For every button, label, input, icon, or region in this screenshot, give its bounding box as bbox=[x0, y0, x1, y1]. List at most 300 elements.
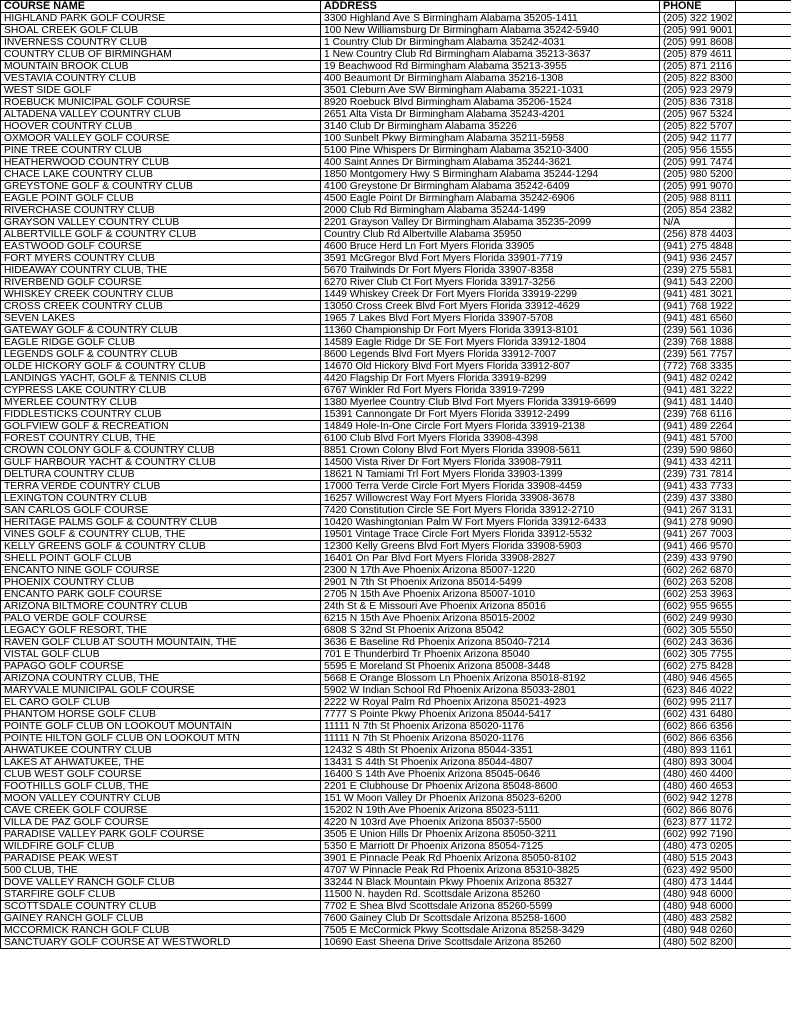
address-cell: 5595 E Moreland St Phoenix Arizona 85008-3448 bbox=[321, 661, 660, 673]
address-cell: 7777 S Pointe Pkwy Phoenix Arizona 85044-5417 bbox=[321, 709, 660, 721]
phone-cell: (205) 836 7318 bbox=[660, 97, 736, 109]
empty-cell bbox=[736, 361, 791, 373]
phone-cell: (480) 893 1161 bbox=[660, 745, 736, 757]
table-row bbox=[1, 169, 791, 181]
course-name-cell: 500 CLUB, THE bbox=[1, 865, 321, 877]
course-name-cell: RIVERCHASE COUNTRY CLUB bbox=[1, 205, 321, 217]
phone-cell: (623) 846 4022 bbox=[660, 685, 736, 697]
address-cell: 6808 S 32nd St Phoenix Arizona 85042 bbox=[321, 625, 660, 637]
address-cell: 18621 N Tamiami Trl Fort Myers Florida 33903-1399 bbox=[321, 469, 660, 481]
table-row bbox=[1, 277, 791, 289]
course-name-cell: EAGLE POINT GOLF CLUB bbox=[1, 193, 321, 205]
phone-cell: (205) 871 2116 bbox=[660, 61, 736, 73]
table-row bbox=[1, 649, 791, 661]
empty-cell bbox=[736, 481, 791, 493]
table-row bbox=[1, 817, 791, 829]
phone-cell: (480) 893 3004 bbox=[660, 757, 736, 769]
empty-cell bbox=[736, 265, 791, 277]
table-row bbox=[1, 109, 791, 121]
course-name-cell: ENCANTO PARK GOLF COURSE bbox=[1, 589, 321, 601]
course-name-cell: GATEWAY GOLF & COUNTRY CLUB bbox=[1, 325, 321, 337]
course-name-cell: CYPRESS LAKE COUNTRY CLUB bbox=[1, 385, 321, 397]
course-name-cell: DELTURA COUNTRY CLUB bbox=[1, 469, 321, 481]
course-name-cell: SHOAL CREEK GOLF CLUB bbox=[1, 25, 321, 37]
address-cell: 701 E Thunderbird Tr Phoenix Arizona 85040 bbox=[321, 649, 660, 661]
table-row bbox=[1, 13, 791, 25]
phone-cell: (941) 489 2264 bbox=[660, 421, 736, 433]
empty-cell bbox=[736, 469, 791, 481]
empty-cell bbox=[736, 445, 791, 457]
course-name-cell: EL CARO GOLF CLUB bbox=[1, 697, 321, 709]
table-row bbox=[1, 61, 791, 73]
phone-cell: (205) 822 8300 bbox=[660, 73, 736, 85]
table-row bbox=[1, 589, 791, 601]
empty-cell bbox=[736, 109, 791, 121]
phone-cell: (602) 866 6356 bbox=[660, 733, 736, 745]
table-row bbox=[1, 733, 791, 745]
phone-cell: (941) 433 7733 bbox=[660, 481, 736, 493]
table-row bbox=[1, 541, 791, 553]
address-cell: 17000 Terra Verde Circle Fort Myers Florida 33908-4459 bbox=[321, 481, 660, 493]
table-row bbox=[1, 853, 791, 865]
phone-cell: (941) 275 4848 bbox=[660, 241, 736, 253]
address-cell: 2705 N 15th Ave Phoenix Arizona 85007-1010 bbox=[321, 589, 660, 601]
course-name-cell: PHOENIX COUNTRY CLUB bbox=[1, 577, 321, 589]
empty-cell bbox=[736, 229, 791, 241]
table-row bbox=[1, 409, 791, 421]
phone-cell: (205) 879 4611 bbox=[660, 49, 736, 61]
address-cell: 6270 River Club Ct Fort Myers Florida 33917-3256 bbox=[321, 277, 660, 289]
phone-cell: (941) 481 5700 bbox=[660, 433, 736, 445]
address-cell: 400 Saint Annes Dr Birmingham Alabama 35244-3621 bbox=[321, 157, 660, 169]
course-name-cell: COUNTRY CLUB OF BIRMINGHAM bbox=[1, 49, 321, 61]
phone-cell: (941) 543 2200 bbox=[660, 277, 736, 289]
address-cell: 400 Beaumont Dr Birmingham Alabama 35216-1308 bbox=[321, 73, 660, 85]
empty-cell bbox=[736, 181, 791, 193]
empty-cell bbox=[736, 217, 791, 229]
empty-cell bbox=[736, 301, 791, 313]
address-cell: 33244 N Black Mountain Pkwy Phoenix Arizona 85327 bbox=[321, 877, 660, 889]
address-cell: 3591 McGregor Blvd Fort Myers Florida 33901-7719 bbox=[321, 253, 660, 265]
phone-cell: (205) 923 2979 bbox=[660, 85, 736, 97]
table-row bbox=[1, 601, 791, 613]
empty-cell bbox=[736, 505, 791, 517]
phone-cell: (480) 473 1444 bbox=[660, 877, 736, 889]
phone-cell: (941) 433 4211 bbox=[660, 457, 736, 469]
course-name-cell: MCCORMICK RANCH GOLF CLUB bbox=[1, 925, 321, 937]
empty-cell bbox=[736, 673, 791, 685]
address-cell: 19501 Vintage Trace Circle Fort Myers Florida 33912-5532 bbox=[321, 529, 660, 541]
address-cell: 16401 On Par Blvd Fort Myers Florida 33908-2827 bbox=[321, 553, 660, 565]
phone-cell: (239) 433 9790 bbox=[660, 553, 736, 565]
empty-cell bbox=[736, 805, 791, 817]
table-row bbox=[1, 205, 791, 217]
table-row bbox=[1, 937, 791, 949]
address-cell: 11111 N 7th St Phoenix Arizona 85020-1176 bbox=[321, 721, 660, 733]
empty-cell bbox=[736, 793, 791, 805]
table-row bbox=[1, 145, 791, 157]
table-row bbox=[1, 337, 791, 349]
table-row bbox=[1, 373, 791, 385]
phone-cell: (239) 590 9860 bbox=[660, 445, 736, 457]
address-cell: 4600 Bruce Herd Ln Fort Myers Florida 33905 bbox=[321, 241, 660, 253]
address-cell: 1 New Country Club Rd Birmingham Alabama 35213-3637 bbox=[321, 49, 660, 61]
empty-cell bbox=[736, 589, 791, 601]
address-cell: 5668 E Orange Blossom Ln Phoenix Arizona 85018-8192 bbox=[321, 673, 660, 685]
empty-cell bbox=[736, 829, 791, 841]
address-cell: 2300 N 17th Ave Phoenix Arizona 85007-1220 bbox=[321, 565, 660, 577]
empty-cell bbox=[736, 385, 791, 397]
course-name-cell: LEXINGTON COUNTRY CLUB bbox=[1, 493, 321, 505]
address-cell: 11111 N 7th St Phoenix Arizona 85020-1176 bbox=[321, 733, 660, 745]
empty-cell bbox=[736, 97, 791, 109]
address-cell: 2201 E Clubhouse Dr Phoenix Arizona 85048-8600 bbox=[321, 781, 660, 793]
table-row bbox=[1, 781, 791, 793]
empty-cell bbox=[736, 769, 791, 781]
phone-cell: (602) 305 7755 bbox=[660, 649, 736, 661]
course-name-cell: TERRA VERDE COUNTRY CLUB bbox=[1, 481, 321, 493]
address-cell: 14500 Vista River Dr Fort Myers Florida 33908-7911 bbox=[321, 457, 660, 469]
empty-cell bbox=[736, 157, 791, 169]
empty-cell bbox=[736, 37, 791, 49]
empty-cell bbox=[736, 901, 791, 913]
empty-cell bbox=[736, 625, 791, 637]
phone-cell: (239) 561 1036 bbox=[660, 325, 736, 337]
course-name-cell: CLUB WEST GOLF COURSE bbox=[1, 769, 321, 781]
empty-cell bbox=[736, 289, 791, 301]
course-name-cell: POINTE GOLF CLUB ON LOOKOUT MOUNTAIN bbox=[1, 721, 321, 733]
address-cell: 2901 N 7th St Phoenix Arizona 85014-5499 bbox=[321, 577, 660, 589]
course-name-cell: OXMOOR VALLEY GOLF COURSE bbox=[1, 133, 321, 145]
empty-cell bbox=[736, 49, 791, 61]
course-name-cell: PARADISE VALLEY PARK GOLF COURSE bbox=[1, 829, 321, 841]
course-name-cell: PAPAGO GOLF COURSE bbox=[1, 661, 321, 673]
table-row bbox=[1, 265, 791, 277]
table-row bbox=[1, 805, 791, 817]
phone-cell: (205) 991 8608 bbox=[660, 37, 736, 49]
address-cell: 6215 N 15th Ave Phoenix Arizona 85015-2002 bbox=[321, 613, 660, 625]
course-name-cell: GOLFVIEW GOLF & RECREATION bbox=[1, 421, 321, 433]
phone-cell: (239) 731 7814 bbox=[660, 469, 736, 481]
table-row bbox=[1, 793, 791, 805]
phone-cell: (602) 995 2117 bbox=[660, 697, 736, 709]
phone-cell: (480) 946 4565 bbox=[660, 673, 736, 685]
phone-cell: (602) 866 6356 bbox=[660, 721, 736, 733]
empty-cell bbox=[736, 733, 791, 745]
phone-cell: (602) 305 5550 bbox=[660, 625, 736, 637]
address-cell: 4500 Eagle Point Dr Birmingham Alabama 35242-6906 bbox=[321, 193, 660, 205]
address-cell: 1 Country Club Dr Birmingham Alabama 35242-4031 bbox=[321, 37, 660, 49]
course-name-cell: MOON VALLEY COUNTRY CLUB bbox=[1, 793, 321, 805]
course-name-cell: VESTAVIA COUNTRY CLUB bbox=[1, 73, 321, 85]
table-row bbox=[1, 517, 791, 529]
address-cell: 5902 W Indian School Rd Phoenix Arizona 85033-2801 bbox=[321, 685, 660, 697]
phone-cell: (480) 473 0205 bbox=[660, 841, 736, 853]
address-cell: 1380 Myerlee Country Club Blvd Fort Myers Florida 33919-6699 bbox=[321, 397, 660, 409]
phone-cell: (205) 967 5324 bbox=[660, 109, 736, 121]
empty-cell bbox=[736, 205, 791, 217]
empty-cell bbox=[736, 685, 791, 697]
course-name-cell: HIGHLAND PARK GOLF COURSE bbox=[1, 13, 321, 25]
course-name-cell: HEATHERWOOD COUNTRY CLUB bbox=[1, 157, 321, 169]
course-name-cell: SAN CARLOS GOLF COURSE bbox=[1, 505, 321, 517]
empty-cell bbox=[736, 709, 791, 721]
empty-cell bbox=[736, 745, 791, 757]
table-row bbox=[1, 37, 791, 49]
course-name-cell: STARFIRE GOLF CLUB bbox=[1, 889, 321, 901]
address-cell: 1965 7 Lakes Blvd Fort Myers Florida 33907-5708 bbox=[321, 313, 660, 325]
table-row bbox=[1, 613, 791, 625]
empty-cell bbox=[736, 853, 791, 865]
empty-cell bbox=[736, 457, 791, 469]
empty-cell bbox=[736, 13, 791, 25]
course-name-cell: SHELL POINT GOLF CLUB bbox=[1, 553, 321, 565]
address-cell: 5100 Pine Whispers Dr Birmingham Alabama 35210-3400 bbox=[321, 145, 660, 157]
empty-cell bbox=[736, 913, 791, 925]
phone-cell: (239) 561 7757 bbox=[660, 349, 736, 361]
table-row bbox=[1, 709, 791, 721]
address-cell: 3901 E Pinnacle Peak Rd Phoenix Arizona 85050-8102 bbox=[321, 853, 660, 865]
course-name-cell: ALTADENA VALLEY COUNTRY CLUB bbox=[1, 109, 321, 121]
phone-cell: (205) 988 8111 bbox=[660, 193, 736, 205]
empty-cell bbox=[736, 529, 791, 541]
empty-cell bbox=[736, 313, 791, 325]
phone-cell: (623) 877 1172 bbox=[660, 817, 736, 829]
empty-cell bbox=[736, 169, 791, 181]
phone-cell: (602) 992 7190 bbox=[660, 829, 736, 841]
empty-cell bbox=[736, 637, 791, 649]
table-row bbox=[1, 241, 791, 253]
address-cell: 13431 S 44th St Phoenix Arizona 85044-4807 bbox=[321, 757, 660, 769]
table-row bbox=[1, 445, 791, 457]
table-row bbox=[1, 913, 791, 925]
address-cell: 7600 Gainey Club Dr Scottsdale Arizona 85258-1600 bbox=[321, 913, 660, 925]
address-cell: 15202 N 19th Ave Phoenix Arizona 85023-5111 bbox=[321, 805, 660, 817]
table-row bbox=[1, 865, 791, 877]
course-name-cell: CROWN COLONY GOLF & COUNTRY CLUB bbox=[1, 445, 321, 457]
empty-cell bbox=[736, 121, 791, 133]
course-name-cell: SANCTUARY GOLF COURSE AT WESTWORLD bbox=[1, 937, 321, 949]
phone-cell: (480) 483 2582 bbox=[660, 913, 736, 925]
table-row bbox=[1, 325, 791, 337]
phone-cell: (941) 466 9570 bbox=[660, 541, 736, 553]
address-cell: 4707 W Pinnacle Peak Rd Phoenix Arizona 85310-3825 bbox=[321, 865, 660, 877]
table-row bbox=[1, 721, 791, 733]
phone-cell: (480) 460 4653 bbox=[660, 781, 736, 793]
course-name-cell: LEGACY GOLF RESORT, THE bbox=[1, 625, 321, 637]
address-cell: 2222 W Royal Palm Rd Phoenix Arizona 85021-4923 bbox=[321, 697, 660, 709]
phone-cell: (941) 481 3021 bbox=[660, 289, 736, 301]
table-row bbox=[1, 133, 791, 145]
address-cell: 4220 N 103rd Ave Phoenix Arizona 85037-5500 bbox=[321, 817, 660, 829]
empty-cell bbox=[736, 817, 791, 829]
table-row bbox=[1, 841, 791, 853]
course-name-cell: VINES GOLF & COUNTRY CLUB, THE bbox=[1, 529, 321, 541]
phone-cell: (480) 948 6000 bbox=[660, 889, 736, 901]
table-row bbox=[1, 301, 791, 313]
phone-cell: (205) 854 2382 bbox=[660, 205, 736, 217]
phone-cell: (480) 948 0260 bbox=[660, 925, 736, 937]
course-name-cell: PARADISE PEAK WEST bbox=[1, 853, 321, 865]
table-row bbox=[1, 253, 791, 265]
address-cell: 100 Sunbelt Pkwy Birmingham Alabama 35211-5958 bbox=[321, 133, 660, 145]
course-name-cell: KELLY GREENS GOLF & COUNTRY CLUB bbox=[1, 541, 321, 553]
empty-cell bbox=[736, 193, 791, 205]
phone-cell: (205) 991 9001 bbox=[660, 25, 736, 37]
address-cell: 11360 Championship Dr Fort Myers Florida 33913-8101 bbox=[321, 325, 660, 337]
phone-cell: (602) 431 6480 bbox=[660, 709, 736, 721]
table-body bbox=[1, 13, 791, 949]
address-cell: 12432 S 48th St Phoenix Arizona 85044-3351 bbox=[321, 745, 660, 757]
address-cell: 7420 Constitution Circle SE Fort Myers Florida 33912-2710 bbox=[321, 505, 660, 517]
empty-cell bbox=[736, 253, 791, 265]
phone-cell: (602) 243 3636 bbox=[660, 637, 736, 649]
course-name-cell: GRAYSON VALLEY COUNTRY CLUB bbox=[1, 217, 321, 229]
table-row bbox=[1, 481, 791, 493]
address-cell: 14670 Old Hickory Blvd Fort Myers Florida 33912-807 bbox=[321, 361, 660, 373]
address-cell: 3300 Highland Ave S Birmingham Alabama 35205-1411 bbox=[321, 13, 660, 25]
empty-cell bbox=[736, 841, 791, 853]
address-cell: 6100 Club Blvd Fort Myers Florida 33908-4398 bbox=[321, 433, 660, 445]
course-name-cell: LANDINGS YACHT, GOLF & TENNIS CLUB bbox=[1, 373, 321, 385]
table-row bbox=[1, 469, 791, 481]
course-name-cell: ENCANTO NINE GOLF COURSE bbox=[1, 565, 321, 577]
phone-cell: (941) 267 7003 bbox=[660, 529, 736, 541]
table-row bbox=[1, 505, 791, 517]
empty-cell bbox=[736, 541, 791, 553]
table-row bbox=[1, 361, 791, 373]
course-name-cell: INVERNESS COUNTRY CLUB bbox=[1, 37, 321, 49]
empty-cell bbox=[736, 601, 791, 613]
phone-cell: (480) 515 2043 bbox=[660, 853, 736, 865]
empty-cell bbox=[736, 721, 791, 733]
address-cell: 16400 S 14th Ave Phoenix Arizona 85045-0646 bbox=[321, 769, 660, 781]
empty-cell bbox=[736, 61, 791, 73]
table-row bbox=[1, 529, 791, 541]
table-row bbox=[1, 25, 791, 37]
address-cell: 4420 Flagship Dr Fort Myers Florida 33919-8299 bbox=[321, 373, 660, 385]
header-course-name: COURSE NAME bbox=[1, 1, 321, 13]
phone-cell: (205) 980 5200 bbox=[660, 169, 736, 181]
course-name-cell: GAINEY RANCH GOLF CLUB bbox=[1, 913, 321, 925]
phone-cell: (239) 437 3380 bbox=[660, 493, 736, 505]
phone-cell: (602) 955 9655 bbox=[660, 601, 736, 613]
address-cell: 5670 Trailwinds Dr Fort Myers Florida 33907-8358 bbox=[321, 265, 660, 277]
table-row bbox=[1, 397, 791, 409]
course-name-cell: GULF HARBOUR YACHT & COUNTRY CLUB bbox=[1, 457, 321, 469]
empty-cell bbox=[736, 889, 791, 901]
address-cell: 2201 Grayson Valley Dr Birmingham Alabama 35235-2099 bbox=[321, 217, 660, 229]
course-name-cell: CHACE LAKE COUNTRY CLUB bbox=[1, 169, 321, 181]
table-row bbox=[1, 157, 791, 169]
header-row bbox=[1, 1, 791, 13]
empty-cell bbox=[736, 781, 791, 793]
phone-cell: (480) 460 4400 bbox=[660, 769, 736, 781]
phone-cell: (602) 866 8076 bbox=[660, 805, 736, 817]
address-cell: 15391 Cannongate Dr Fort Myers Florida 33912-2499 bbox=[321, 409, 660, 421]
table-row bbox=[1, 925, 791, 937]
empty-cell bbox=[736, 925, 791, 937]
address-cell: 3140 Club Dr Birmingham Alabama 35226 bbox=[321, 121, 660, 133]
table-row bbox=[1, 877, 791, 889]
empty-cell bbox=[736, 577, 791, 589]
table-row bbox=[1, 217, 791, 229]
course-name-cell: WHISKEY CREEK COUNTRY CLUB bbox=[1, 289, 321, 301]
empty-cell bbox=[736, 325, 791, 337]
phone-cell: (205) 822 5707 bbox=[660, 121, 736, 133]
phone-cell: (941) 278 9090 bbox=[660, 517, 736, 529]
course-name-cell: RAVEN GOLF CLUB AT SOUTH MOUNTAIN, THE bbox=[1, 637, 321, 649]
table-row bbox=[1, 313, 791, 325]
address-cell: 100 New Williamsburg Dr Birmingham Alabama 35242-5940 bbox=[321, 25, 660, 37]
address-cell: 4100 Greystone Dr Birmingham Alabama 35242-6409 bbox=[321, 181, 660, 193]
course-name-cell: MOUNTAIN BROOK CLUB bbox=[1, 61, 321, 73]
table-row bbox=[1, 769, 791, 781]
phone-cell: (205) 991 9070 bbox=[660, 181, 736, 193]
table-row bbox=[1, 625, 791, 637]
table-row bbox=[1, 757, 791, 769]
address-cell: 151 W Moon Valley Dr Phoenix Arizona 85023-6200 bbox=[321, 793, 660, 805]
table-row bbox=[1, 193, 791, 205]
table-row bbox=[1, 637, 791, 649]
address-cell: 3501 Cleburn Ave SW Birmingham Alabama 35221-1031 bbox=[321, 85, 660, 97]
phone-cell: (602) 253 3963 bbox=[660, 589, 736, 601]
address-cell: 8920 Roebuck Blvd Birmingham Alabama 35206-1524 bbox=[321, 97, 660, 109]
address-cell: 1449 Whiskey Creek Dr Fort Myers Florida 33919-2299 bbox=[321, 289, 660, 301]
address-cell: 10420 Washingtonian Palm W Fort Myers Florida 33912-6433 bbox=[321, 517, 660, 529]
phone-cell: (772) 768 3335 bbox=[660, 361, 736, 373]
empty-cell bbox=[736, 397, 791, 409]
table-row bbox=[1, 121, 791, 133]
phone-cell: (205) 942 1177 bbox=[660, 133, 736, 145]
empty-cell bbox=[736, 145, 791, 157]
phone-cell: (941) 481 6560 bbox=[660, 313, 736, 325]
empty-cell bbox=[736, 421, 791, 433]
course-name-cell: PHANTOM HORSE GOLF CLUB bbox=[1, 709, 321, 721]
table-row bbox=[1, 661, 791, 673]
table-row bbox=[1, 421, 791, 433]
phone-cell: (941) 482 0242 bbox=[660, 373, 736, 385]
address-cell: 24th St & E Missouri Ave Phoenix Arizona 85016 bbox=[321, 601, 660, 613]
table-row bbox=[1, 829, 791, 841]
table-row bbox=[1, 229, 791, 241]
table-row bbox=[1, 553, 791, 565]
empty-cell bbox=[736, 553, 791, 565]
phone-cell: (239) 768 6116 bbox=[660, 409, 736, 421]
empty-cell bbox=[736, 433, 791, 445]
table-row bbox=[1, 697, 791, 709]
course-name-cell: SCOTTSDALE COUNTRY CLUB bbox=[1, 901, 321, 913]
address-cell: 8600 Legends Blvd Fort Myers Florida 33912-7007 bbox=[321, 349, 660, 361]
phone-cell: (602) 262 6870 bbox=[660, 565, 736, 577]
empty-cell bbox=[736, 85, 791, 97]
course-name-cell: SEVEN LAKES bbox=[1, 313, 321, 325]
phone-cell: (602) 275 8428 bbox=[660, 661, 736, 673]
table-row bbox=[1, 85, 791, 97]
empty-cell bbox=[736, 493, 791, 505]
phone-cell: (602) 942 1278 bbox=[660, 793, 736, 805]
empty-cell bbox=[736, 409, 791, 421]
table-row bbox=[1, 565, 791, 577]
course-name-cell: LAKES AT AHWATUKEE, THE bbox=[1, 757, 321, 769]
phone-cell: (941) 481 1440 bbox=[660, 397, 736, 409]
course-name-cell: CROSS CREEK COUNTRY CLUB bbox=[1, 301, 321, 313]
phone-cell: (239) 275 5581 bbox=[660, 265, 736, 277]
course-name-cell: POINTE HILTON GOLF CLUB ON LOOKOUT MTN bbox=[1, 733, 321, 745]
address-cell: 7505 E McCormick Pkwy Scottsdale Arizona 85258-3429 bbox=[321, 925, 660, 937]
table-row bbox=[1, 457, 791, 469]
address-cell: 11500 N. hayden Rd. Scottsdale Arizona 85260 bbox=[321, 889, 660, 901]
